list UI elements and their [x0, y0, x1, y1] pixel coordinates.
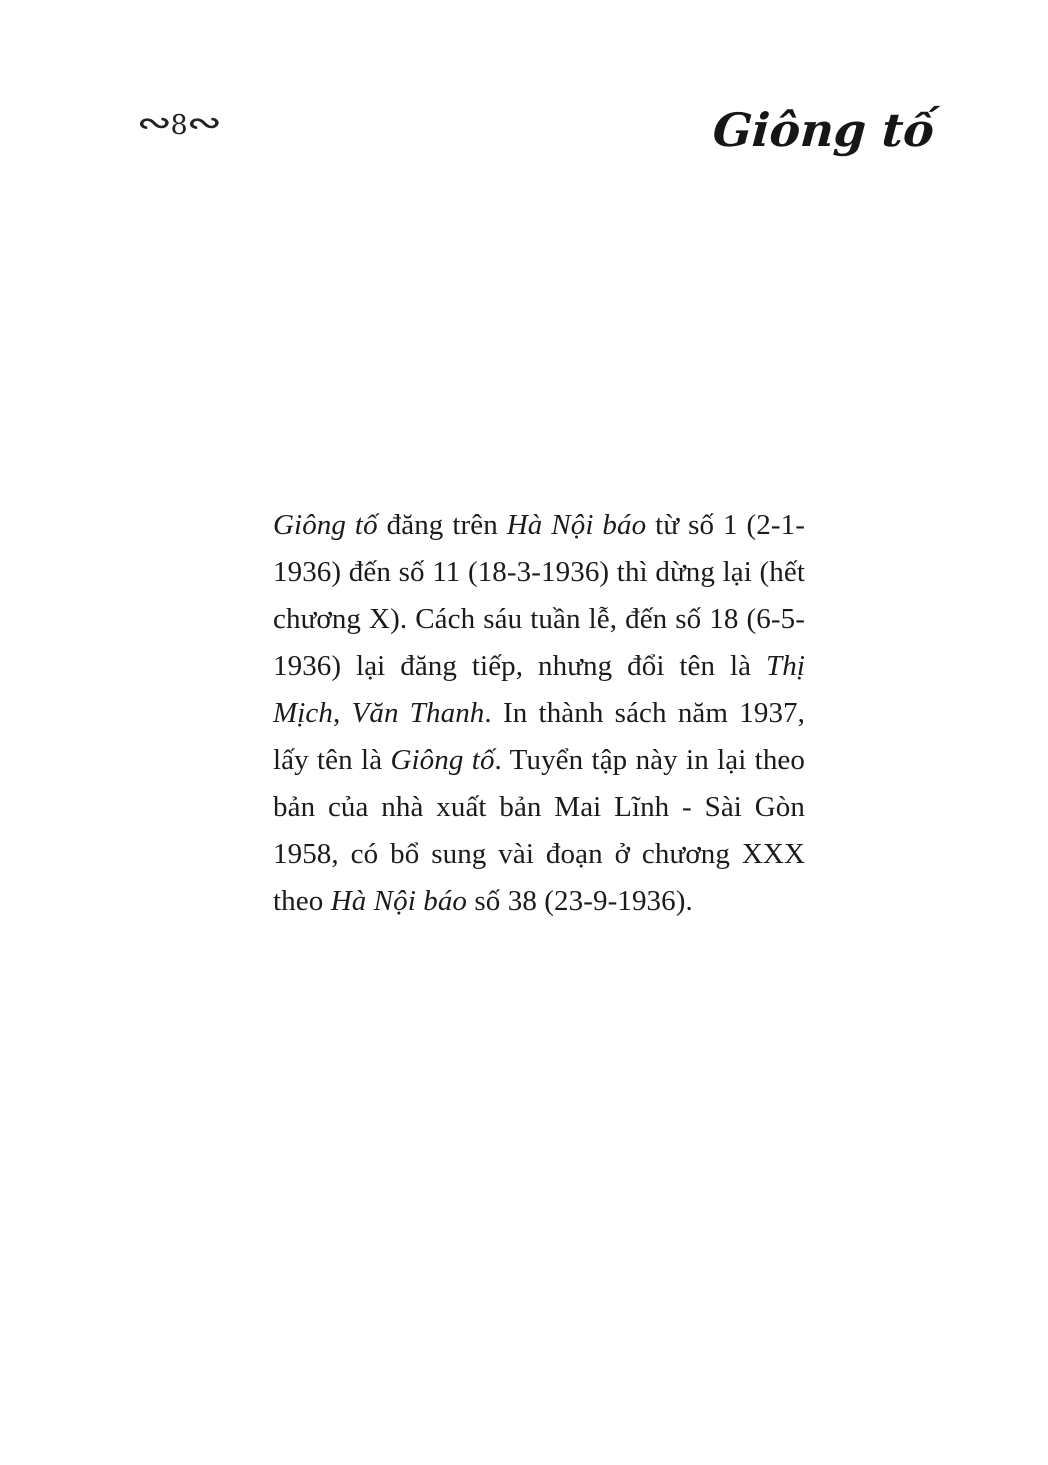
- paragraph-run: Giông tố: [273, 509, 378, 541]
- running-title: Giông tố: [711, 103, 936, 157]
- paragraph-run: đăng trên: [377, 509, 507, 541]
- paragraph-run: . Tuyển tập này in lại theo bản của nhà xuất bản Mai Lĩnh - Sài Gòn 1958, có bổ sung vài đoạn ở chương XXX theo: [273, 744, 806, 917]
- page-number: 8: [170, 109, 188, 141]
- body-paragraph: [273, 502, 805, 925]
- paragraph-run: ,: [333, 697, 352, 729]
- paragraph-run: . In thành sách năm 1937, lấy tên là: [273, 697, 806, 776]
- paragraph-run: Văn Thanh: [351, 697, 485, 729]
- paragraph-run: Thị Mịch: [273, 650, 805, 729]
- page-number-block: [136, 103, 222, 143]
- paragraph-run: từ số 1 (2-1-1936) đến số 11 (18-3-1936) thì dừng lại (hết chương X). Cách sáu tuần lễ, đến số 18 (6-5-1936) lại đăng tiếp, nhưng đổi tên là: [273, 509, 806, 682]
- folio-ornament-left-icon: ∾: [136, 103, 173, 143]
- paragraph-run: Giông tố: [390, 744, 495, 776]
- page-header: [0, 100, 1048, 180]
- paragraph-run: số 38 (23-9-1936).: [467, 885, 693, 917]
- paragraph-run: Hà Nội báo: [506, 509, 647, 541]
- folio-ornament-right-icon: ∾: [186, 103, 222, 143]
- paragraph-run: Hà Nội báo: [330, 885, 468, 917]
